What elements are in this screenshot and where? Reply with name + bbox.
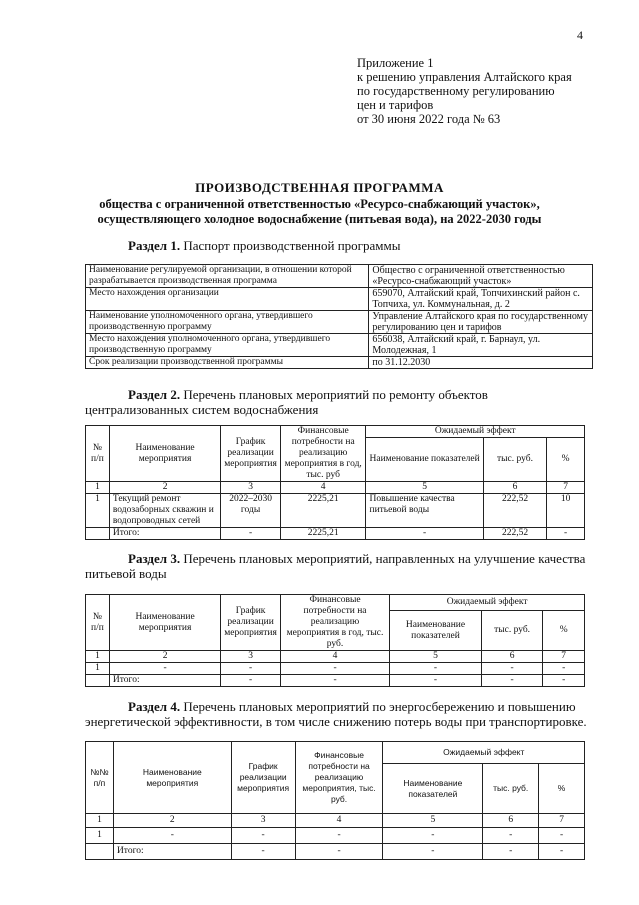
cell-percent: - — [543, 675, 585, 687]
table-row — [86, 494, 585, 528]
column-number: 1 — [86, 814, 114, 828]
passport-key: Место нахождения уполномоченного органа, утвердившего производственную программу — [86, 334, 369, 357]
cell-indicator: Повышение качества питьевой воды — [366, 494, 483, 528]
header-name: Наименование мероприятия — [109, 595, 220, 651]
appendix-line: к решению управления Алтайского края — [357, 70, 572, 84]
header-indicators: Наименование показателей — [390, 611, 482, 651]
column-number: 2 — [109, 651, 220, 663]
column-number: 7 — [543, 651, 585, 663]
cell-indicator: - — [390, 663, 482, 675]
total-label: Итого: — [109, 675, 220, 687]
column-number: 5 — [383, 814, 483, 828]
cell-percent: - — [539, 828, 585, 844]
table-row — [86, 357, 593, 369]
cell-no: 1 — [86, 663, 110, 675]
header-finance: Финансовые потребности на реализацию мероприятия в год, тыс. руб. — [280, 595, 389, 651]
column-number: 4 — [280, 651, 389, 663]
document-title: ПРОИЗВОДСТВЕННАЯ ПРОГРАММА — [195, 180, 444, 195]
column-number: 2 — [113, 814, 231, 828]
section3-label: Раздел 3. — [128, 551, 181, 566]
cell-schedule: - — [231, 828, 295, 844]
passport-value: Общество с ограниченной ответственностью «Ресурсо-снабжающий участок» — [369, 265, 593, 288]
passport-value: 656038, Алтайский край, г. Барнаул, ул. Молодежная, 1 — [369, 334, 593, 357]
column-number: 5 — [366, 482, 483, 494]
total-label: Итого: — [109, 528, 220, 540]
header-effect: Ожидаемый эффект — [383, 742, 585, 764]
cell-schedule: - — [231, 844, 295, 860]
table-row — [86, 311, 593, 334]
cell-no: 1 — [86, 828, 114, 844]
appendix-line: по государственному регулированию — [357, 84, 555, 98]
column-number: 7 — [547, 482, 585, 494]
header-name: Наименование мероприятия — [113, 742, 231, 814]
cell-finance: - — [295, 844, 383, 860]
document-subtitle — [0, 197, 639, 227]
passport-value: Управление Алтайского края по государственному регулированию цен и тарифов — [369, 311, 593, 334]
appendix-line: Приложение 1 — [357, 56, 434, 70]
table-number-row — [86, 814, 585, 828]
header-no: № п/п — [86, 595, 110, 651]
header-finance: Финансовые потребности на реализацию мероприятия, тыс. руб. — [295, 742, 383, 814]
page-number: 4 — [577, 28, 583, 42]
subtitle-line: общества с ограниченной ответственностью «Ресурсо-снабжающий участок», — [99, 197, 540, 211]
passport-key: Срок реализации производственной программы — [86, 357, 369, 369]
cell-name: Текущий ремонт водозаборных скважин и водопроводных сетей — [109, 494, 220, 528]
cell-schedule: - — [221, 675, 281, 687]
passport-key: Наименование регулируемой организации, в отношении которой разрабатывается производственная программа — [86, 265, 369, 288]
cell-finance: - — [280, 675, 389, 687]
cell-percent: - — [539, 844, 585, 860]
quality-table — [85, 594, 585, 687]
section4-label: Раздел 4. — [128, 699, 181, 714]
total-label: Итого: — [113, 844, 231, 860]
table-total-row — [86, 844, 585, 860]
appendix-line: от 30 июня 2022 года № 63 — [357, 112, 501, 126]
section1-text: Паспорт производственной программы — [180, 238, 401, 253]
header-rub: тыс. руб. — [483, 764, 539, 814]
table-header-row — [86, 742, 585, 764]
cell-rub: - — [481, 675, 542, 687]
passport-key: Наименование уполномоченного органа, утвердившего производственную программу — [86, 311, 369, 334]
cell-name: - — [109, 663, 220, 675]
passport-key: Место нахождения организации — [86, 288, 369, 311]
header-schedule: График реализации мероприятия — [231, 742, 295, 814]
cell-finance: - — [280, 663, 389, 675]
header-name: Наименование мероприятия — [109, 426, 220, 482]
column-number: 3 — [221, 482, 281, 494]
table-header-row — [86, 595, 585, 611]
section3-heading — [85, 551, 593, 581]
table-row — [86, 334, 593, 357]
table-row — [86, 828, 585, 844]
section4-text: Перечень плановых мероприятий по энергосбережению и повышению энергетической эффективности, в том числе снижению потерь воды при транспортировке. — [85, 699, 587, 729]
table-number-row — [86, 482, 585, 494]
header-percent: % — [543, 611, 585, 651]
cell-finance: 2225,21 — [280, 494, 366, 528]
section1-label: Раздел 1. — [128, 238, 181, 253]
header-effect: Ожидаемый эффект — [366, 426, 585, 438]
column-number: 3 — [221, 651, 281, 663]
cell-percent: - — [547, 528, 585, 540]
cell-schedule: 2022–2030 годы — [221, 494, 281, 528]
cell-rub: 222,52 — [483, 528, 547, 540]
column-number: 4 — [295, 814, 383, 828]
cell-schedule: - — [221, 528, 281, 540]
passport-value: 659070, Алтайский край, Топчихинский район с. Топчиха, ул. Коммунальная, д. 2 — [369, 288, 593, 311]
column-number: 4 — [280, 482, 366, 494]
column-number: 2 — [109, 482, 220, 494]
table-header-row — [86, 426, 585, 438]
header-finance: Финансовые потребности на реализацию мероприятия в год, тыс. руб — [280, 426, 366, 482]
header-rub: тыс. руб. — [481, 611, 542, 651]
table-total-row — [86, 675, 585, 687]
header-percent: % — [547, 438, 585, 482]
header-indicators: Наименование показателей — [383, 764, 483, 814]
column-number: 3 — [231, 814, 295, 828]
cell-finance: - — [295, 828, 383, 844]
cell-empty — [86, 528, 110, 540]
energy-table — [85, 741, 585, 860]
cell-no: 1 — [86, 494, 110, 528]
subtitle-line: осуществляющего холодное водоснабжение (питьевая вода), на 2022-2030 годы — [97, 212, 542, 226]
section2-text: Перечень плановых мероприятий по ремонту объектов централизованных систем водоснабжения — [85, 387, 488, 417]
cell-percent: 10 — [547, 494, 585, 528]
cell-empty — [86, 675, 110, 687]
cell-schedule: - — [221, 663, 281, 675]
cell-rub: - — [483, 828, 539, 844]
appendix-line: цен и тарифов — [357, 98, 434, 112]
header-schedule: График реализации мероприятия — [221, 595, 281, 651]
column-number: 1 — [86, 651, 110, 663]
section2-label: Раздел 2. — [128, 387, 181, 402]
column-number: 6 — [481, 651, 542, 663]
section4-heading — [85, 699, 593, 729]
table-total-row — [86, 528, 585, 540]
table-number-row — [86, 651, 585, 663]
column-number: 6 — [483, 814, 539, 828]
header-schedule: График реализации мероприятия — [221, 426, 281, 482]
table-row — [86, 288, 593, 311]
header-percent: % — [539, 764, 585, 814]
table-row — [86, 265, 593, 288]
cell-rub: 222,52 — [483, 494, 547, 528]
cell-indicator: - — [366, 528, 483, 540]
header-effect: Ожидаемый эффект — [390, 595, 585, 611]
table-row — [86, 663, 585, 675]
header-indicators: Наименование показателей — [366, 438, 483, 482]
cell-indicator: - — [390, 675, 482, 687]
passport-value: по 31.12.2030 — [369, 357, 593, 369]
column-number: 5 — [390, 651, 482, 663]
cell-rub: - — [481, 663, 542, 675]
repair-table — [85, 425, 585, 540]
section3-text: Перечень плановых мероприятий, направленных на улучшение качества питьевой воды — [85, 551, 586, 581]
cell-empty — [86, 844, 114, 860]
column-number: 1 — [86, 482, 110, 494]
section1-heading — [128, 238, 400, 253]
passport-table — [85, 264, 593, 369]
cell-rub: - — [483, 844, 539, 860]
header-no: № п/п — [86, 426, 110, 482]
cell-percent: - — [543, 663, 585, 675]
cell-name: - — [113, 828, 231, 844]
appendix-note — [357, 56, 572, 126]
column-number: 7 — [539, 814, 585, 828]
cell-indicator: - — [383, 828, 483, 844]
header-no: №№ п/п — [86, 742, 114, 814]
cell-indicator: - — [383, 844, 483, 860]
cell-finance: 2225,21 — [280, 528, 366, 540]
section2-heading — [85, 387, 593, 417]
column-number: 6 — [483, 482, 547, 494]
header-rub: тыс. руб. — [483, 438, 547, 482]
